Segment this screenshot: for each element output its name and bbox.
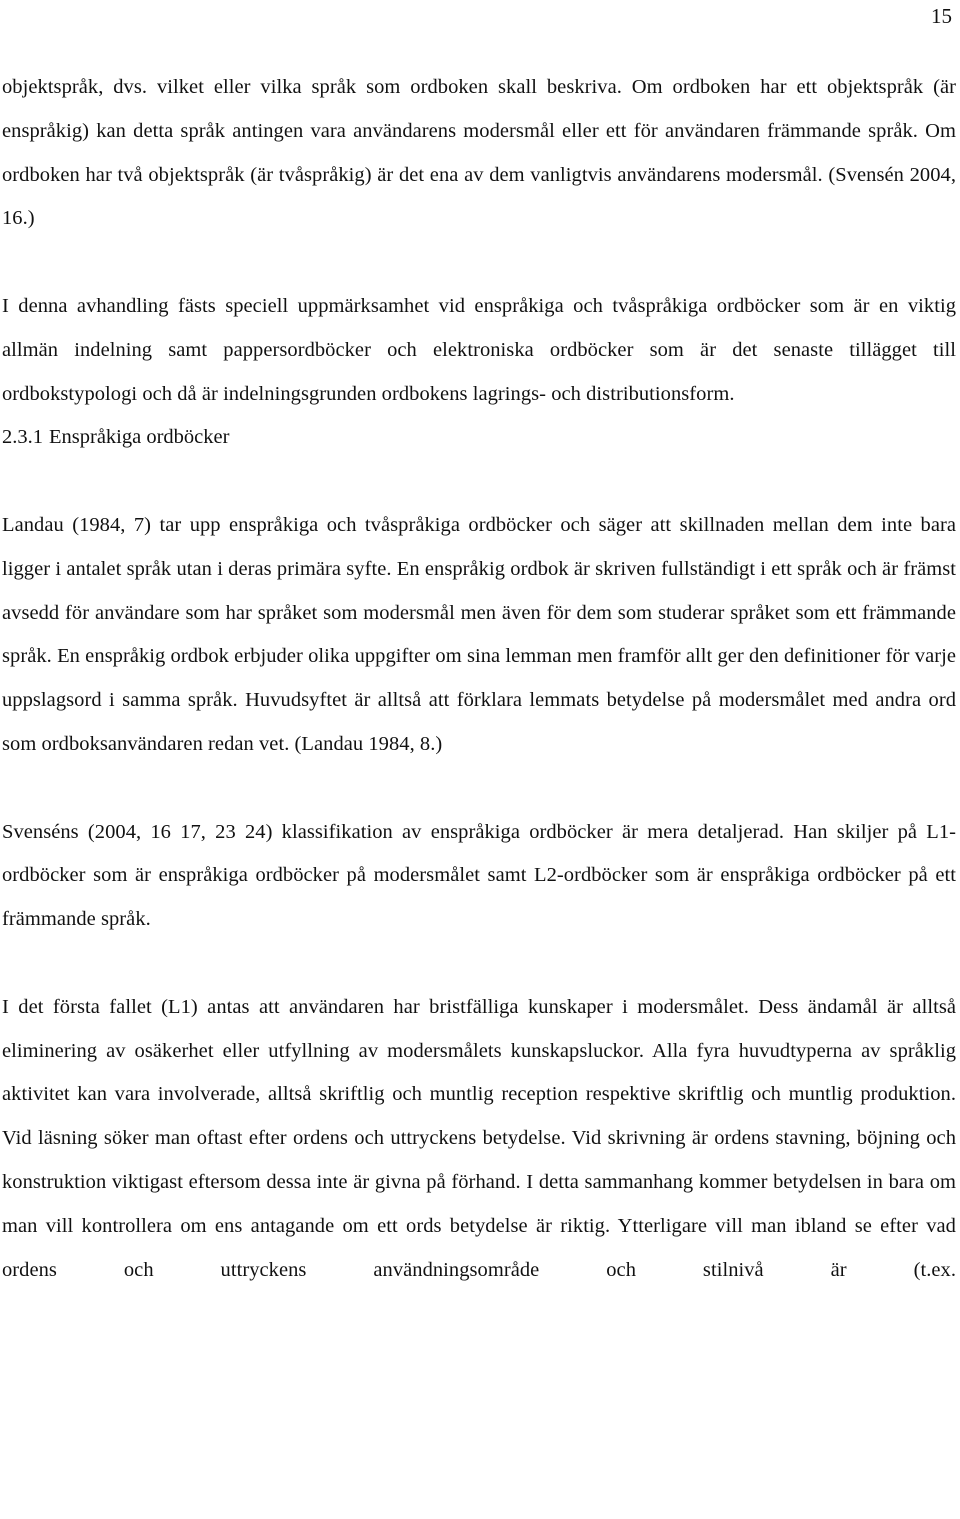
paragraph-l1-dictionaries: I det första fallet (L1) antas att användaren har bristfälliga kunskaper i modersmålet. Dess ändamål är alltså eliminering av osäkerhet eller utfyllning av modersmålets kunskapsluckor. Alla fyra huvudtyperna av språklig aktivitet kan vara involverade, alltså skriftlig och muntlig reception respektive skriftlig och muntlig produktion. Vid läsning söker man oftast efter ordens och uttryckens betydelse. Vid skrivning är ordens stavning, böjning och konstruktion viktigast eftersom dessa inte är givna på förhand. I detta sammanhang kommer betydelsen in bara om man vill kontrollera om ens antagande om ett ords betydelse är riktig. Ytterligare vill man ibland se efter vad ordens och uttryckens användningsområde och stilnivå är (t.ex. <box>2 995 956 1281</box>
section-title: Enspråkiga ordböcker <box>49 426 230 449</box>
page-content <box>2 66 956 1292</box>
paragraph-objektsprak: objektspråk, dvs. vilket eller vilka språk som ordboken skall beskriva. Om ordboken har ett objektspråk (är enspråkig) kan detta språk antingen vara användarens modersmål eller ett för användaren främmande språk. Om ordboken har två objektspråk (är tvåspråkig) är det ena av dem vanligtvis användarens modersmål. (Svensén 2004, 16.) <box>2 76 956 230</box>
section-heading <box>2 416 956 460</box>
paragraph-svensen-classification: Svenséns (2004, 16 17, 23 24) klassifikation av enspråkiga ordböcker är mera detaljerad. Han skiljer på L1-ordböcker som är enspråkiga ordböcker på modersmålet samt L2-ordböcker som är enspråkiga ordböcker på ett främmande språk. <box>2 820 956 931</box>
paragraph-avhandling-focus: I denna avhandling fästs speciell uppmärksamhet vid enspråkiga och tvåspråkiga ordböcker som är en viktig allmän indelning samt pappersordböcker och elektroniska ordböcker som är det senaste tillägget till ordbokstypologi och då är indelningsgrunden ordbokens lagrings- och distributionsform. <box>2 294 956 405</box>
section-number: 2.3.1 <box>2 426 43 449</box>
page-number: 15 <box>931 4 952 28</box>
paragraph-landau: Landau (1984, 7) tar upp enspråkiga och tvåspråkiga ordböcker och säger att skillnaden mellan dem inte bara ligger i antalet språk utan i deras primära syfte. En enspråkig ordbok är skriven fullständigt i ett språk och är främst avsedd för användare som har språket som modersmål men även för dem som studerar språket som ett främmande språk. En enspråkig ordbok erbjuder olika uppgifter om sina lemman men framför allt ger den definitioner för varje uppslagsord i samma språk. Huvudsyftet är alltså att förklara lemmats betydelse på modersmålet med andra ord som ordboksanvändaren redan vet. (Landau 1984, 8.) <box>2 513 956 755</box>
